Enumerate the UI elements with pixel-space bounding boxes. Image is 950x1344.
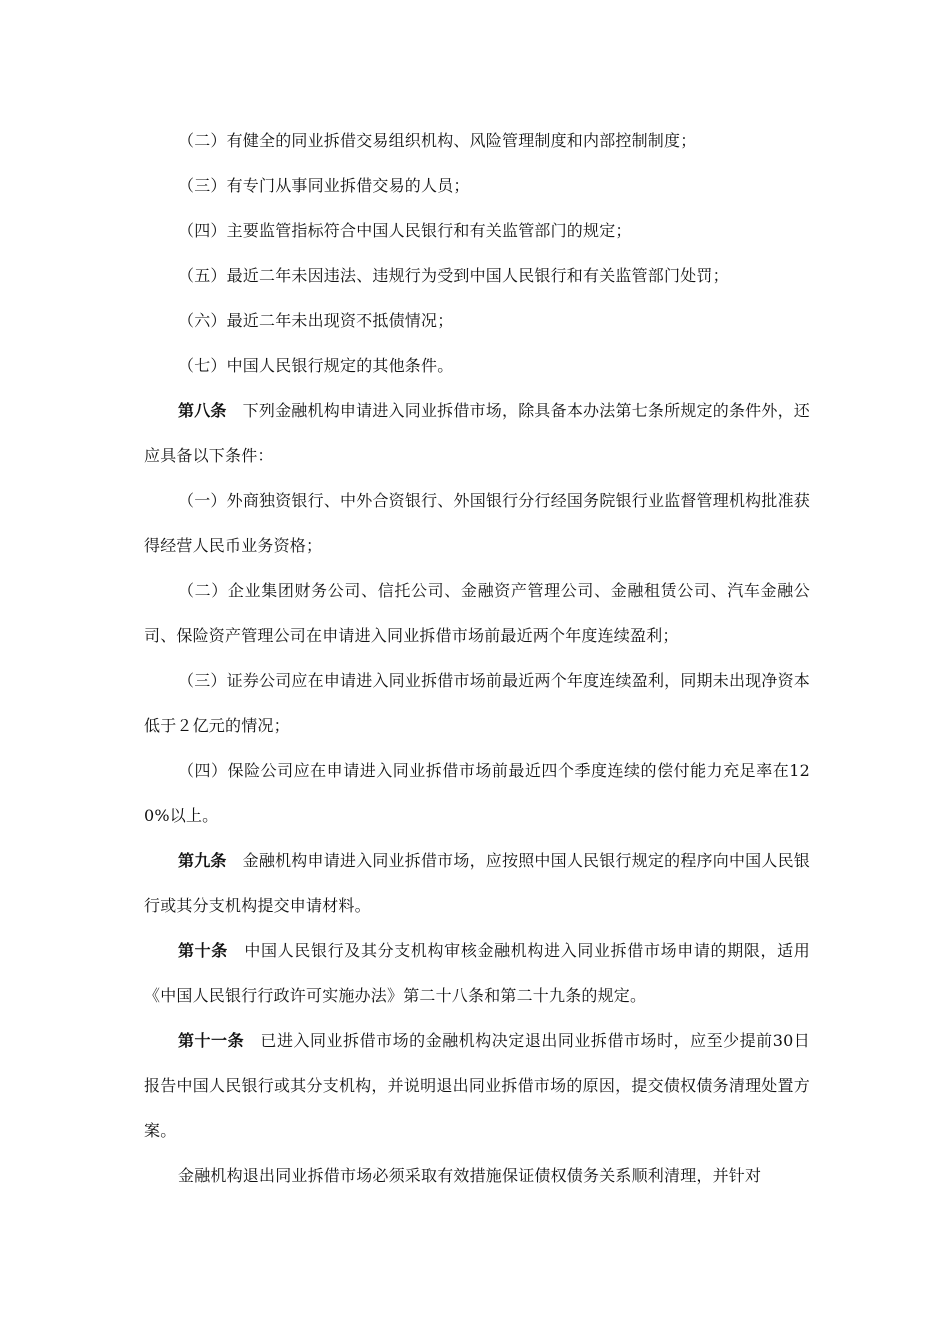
article-8	[144, 388, 810, 478]
article-text: 下列金融机构申请进入同业拆借市场，除具备本办法第七条所规定的条件外，还应具备以下条件：	[144, 401, 810, 465]
document-body	[144, 118, 810, 1198]
article-label: 第十一条	[178, 1031, 245, 1050]
list-item: （六）最近二年未出现资不抵债情况；	[178, 311, 454, 330]
list-item: （二）企业集团财务公司、信托公司、金融资产管理公司、金融租赁公司、汽车金融公司、保险资产管理公司在申请进入同业拆借市场前最近两个年度连续盈利；	[144, 581, 810, 645]
list-item: （二）有健全的同业拆借交易组织机构、风险管理制度和内部控制制度；	[178, 131, 697, 150]
article-label: 第十条	[178, 941, 228, 960]
article-label: 第九条	[178, 851, 227, 870]
article-9	[144, 838, 810, 928]
article-text: 中国人民银行及其分支机构审核金融机构进入同业拆借市场申请的期限，适用《中国人民银行行政许可实施办法》第二十八条和第二十九条的规定。	[144, 941, 810, 1005]
article-10	[144, 928, 810, 1018]
article-11-continuation: 金融机构退出同业拆借市场必须采取有效措施保证债权债务关系顺利清理，并针对	[178, 1166, 762, 1185]
list-item: （四）保险公司应在申请进入同业拆借市场前最近四个季度连续的偿付能力充足率在120%以上。	[144, 761, 810, 825]
list-item: （七）中国人民银行规定的其他条件。	[178, 356, 454, 375]
list-item: （三）证券公司应在申请进入同业拆借市场前最近两个年度连续盈利，同期未出现净资本低于２亿元的情况；	[144, 671, 810, 735]
article-11	[144, 1018, 810, 1153]
article-text: 金融机构申请进入同业拆借市场，应按照中国人民银行规定的程序向中国人民银行或其分支机构提交申请材料。	[144, 851, 810, 915]
article-label: 第八条	[178, 401, 227, 420]
list-item: （五）最近二年未因违法、违规行为受到中国人民银行和有关监管部门处罚；	[178, 266, 729, 285]
article-text: 已进入同业拆借市场的金融机构决定退出同业拆借市场时，应至少提前30日报告中国人民银行或其分支机构，并说明退出同业拆借市场的原因，提交债权债务清理处置方案。	[144, 1031, 810, 1140]
list-item: （四）主要监管指标符合中国人民银行和有关监管部门的规定；	[178, 221, 632, 240]
list-item: （一）外商独资银行、中外合资银行、外国银行分行经国务院银行业监督管理机构批准获得经营人民币业务资格；	[144, 491, 810, 555]
list-item: （三）有专门从事同业拆借交易的人员；	[178, 176, 470, 195]
